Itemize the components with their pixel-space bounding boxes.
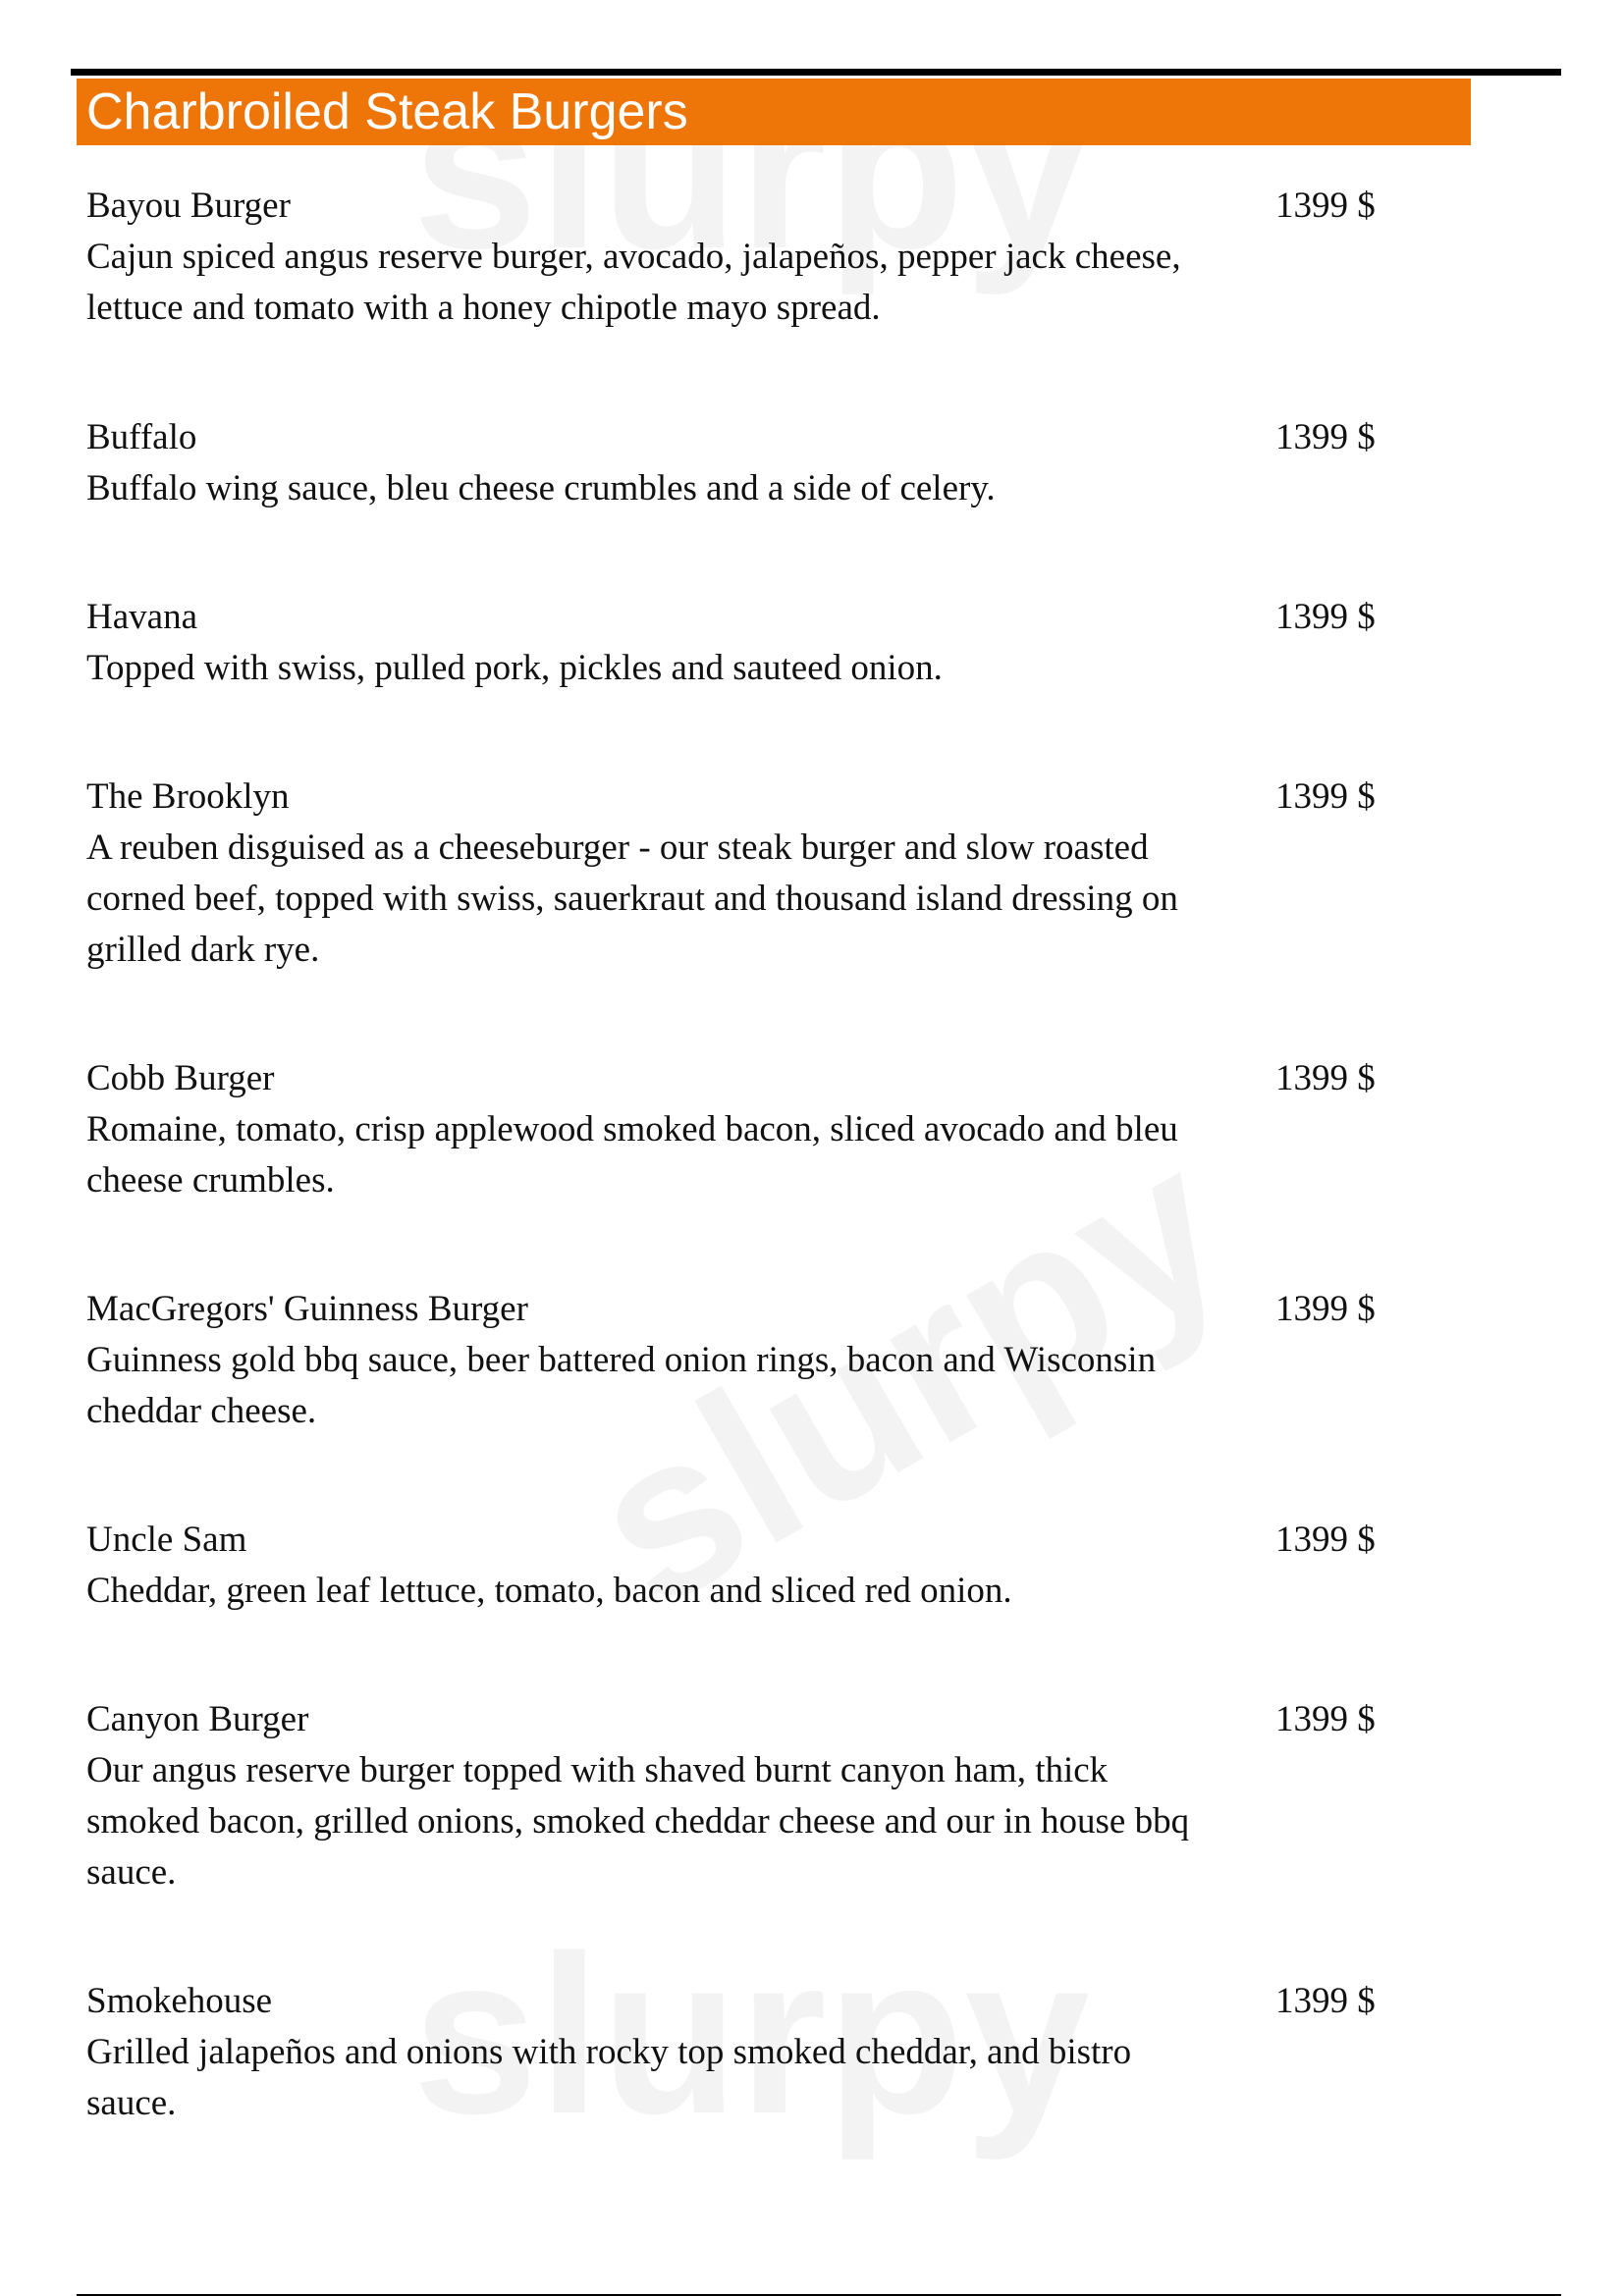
section-title: Charbroiled Steak Burgers [86, 83, 688, 140]
item-price: 1399 $ [1275, 1981, 1376, 2021]
menu-item [86, 412, 1412, 514]
top-rule [71, 69, 1561, 76]
item-name: Smokehouse [86, 1981, 273, 2021]
item-price: 1399 $ [1275, 186, 1376, 226]
menu-item [86, 1515, 1412, 1617]
item-price: 1399 $ [1275, 776, 1376, 817]
menu-item [86, 1694, 1412, 1898]
item-name: Canyon Burger [86, 1699, 309, 1739]
menu-item [86, 772, 1412, 976]
item-description: Romaine, tomato, crisp applewood smoked bacon, sliced avocado and bleu cheese crumbles. [86, 1109, 1178, 1201]
item-name: Buffalo [86, 417, 197, 457]
item-price: 1399 $ [1275, 1058, 1376, 1098]
menu-item [86, 1976, 1412, 2129]
item-price: 1399 $ [1275, 1289, 1376, 1329]
menu-item [86, 592, 1412, 694]
item-description: Buffalo wing sauce, bleu cheese crumbles and a side of celery. [86, 468, 996, 508]
item-description: A reuben disguised as a cheeseburger - our steak burger and slow roasted corned beef, topped with swiss, sauerkraut and thousand island dressing on grilled dark rye. [86, 828, 1178, 970]
item-description: Grilled jalapeños and onions with rocky top smoked cheddar, and bistro sauce. [86, 2032, 1132, 2123]
item-description: Cheddar, green leaf lettuce, tomato, bacon and sliced red onion. [86, 1571, 1012, 1611]
item-name: Uncle Sam [86, 1520, 247, 1560]
item-price: 1399 $ [1275, 1520, 1376, 1560]
item-description: Cajun spiced angus reserve burger, avocado, jalapeños, pepper jack cheese, lettuce and tomato with a honey chipotle mayo spread. [86, 237, 1181, 328]
item-name: MacGregors' Guinness Burger [86, 1289, 528, 1329]
item-name: The Brooklyn [86, 776, 290, 817]
menu-item [86, 181, 1412, 334]
item-price: 1399 $ [1275, 1699, 1376, 1739]
item-name: Havana [86, 597, 197, 637]
item-name: Bayou Burger [86, 186, 291, 226]
item-price: 1399 $ [1275, 417, 1376, 457]
section-header [77, 79, 1471, 145]
item-description: Our angus reserve burger topped with shaved burnt canyon ham, thick smoked bacon, grilled onions, smoked cheddar cheese and our in house bbq sauce. [86, 1750, 1190, 1893]
item-name: Cobb Burger [86, 1058, 275, 1098]
item-price: 1399 $ [1275, 597, 1376, 637]
item-description: Topped with swiss, pulled pork, pickles and sauteed onion. [86, 648, 943, 688]
menu-item [86, 1053, 1412, 1206]
item-description: Guinness gold bbq sauce, beer battered onion rings, bacon and Wisconsin cheddar cheese. [86, 1340, 1157, 1431]
menu-item [86, 1284, 1412, 1437]
